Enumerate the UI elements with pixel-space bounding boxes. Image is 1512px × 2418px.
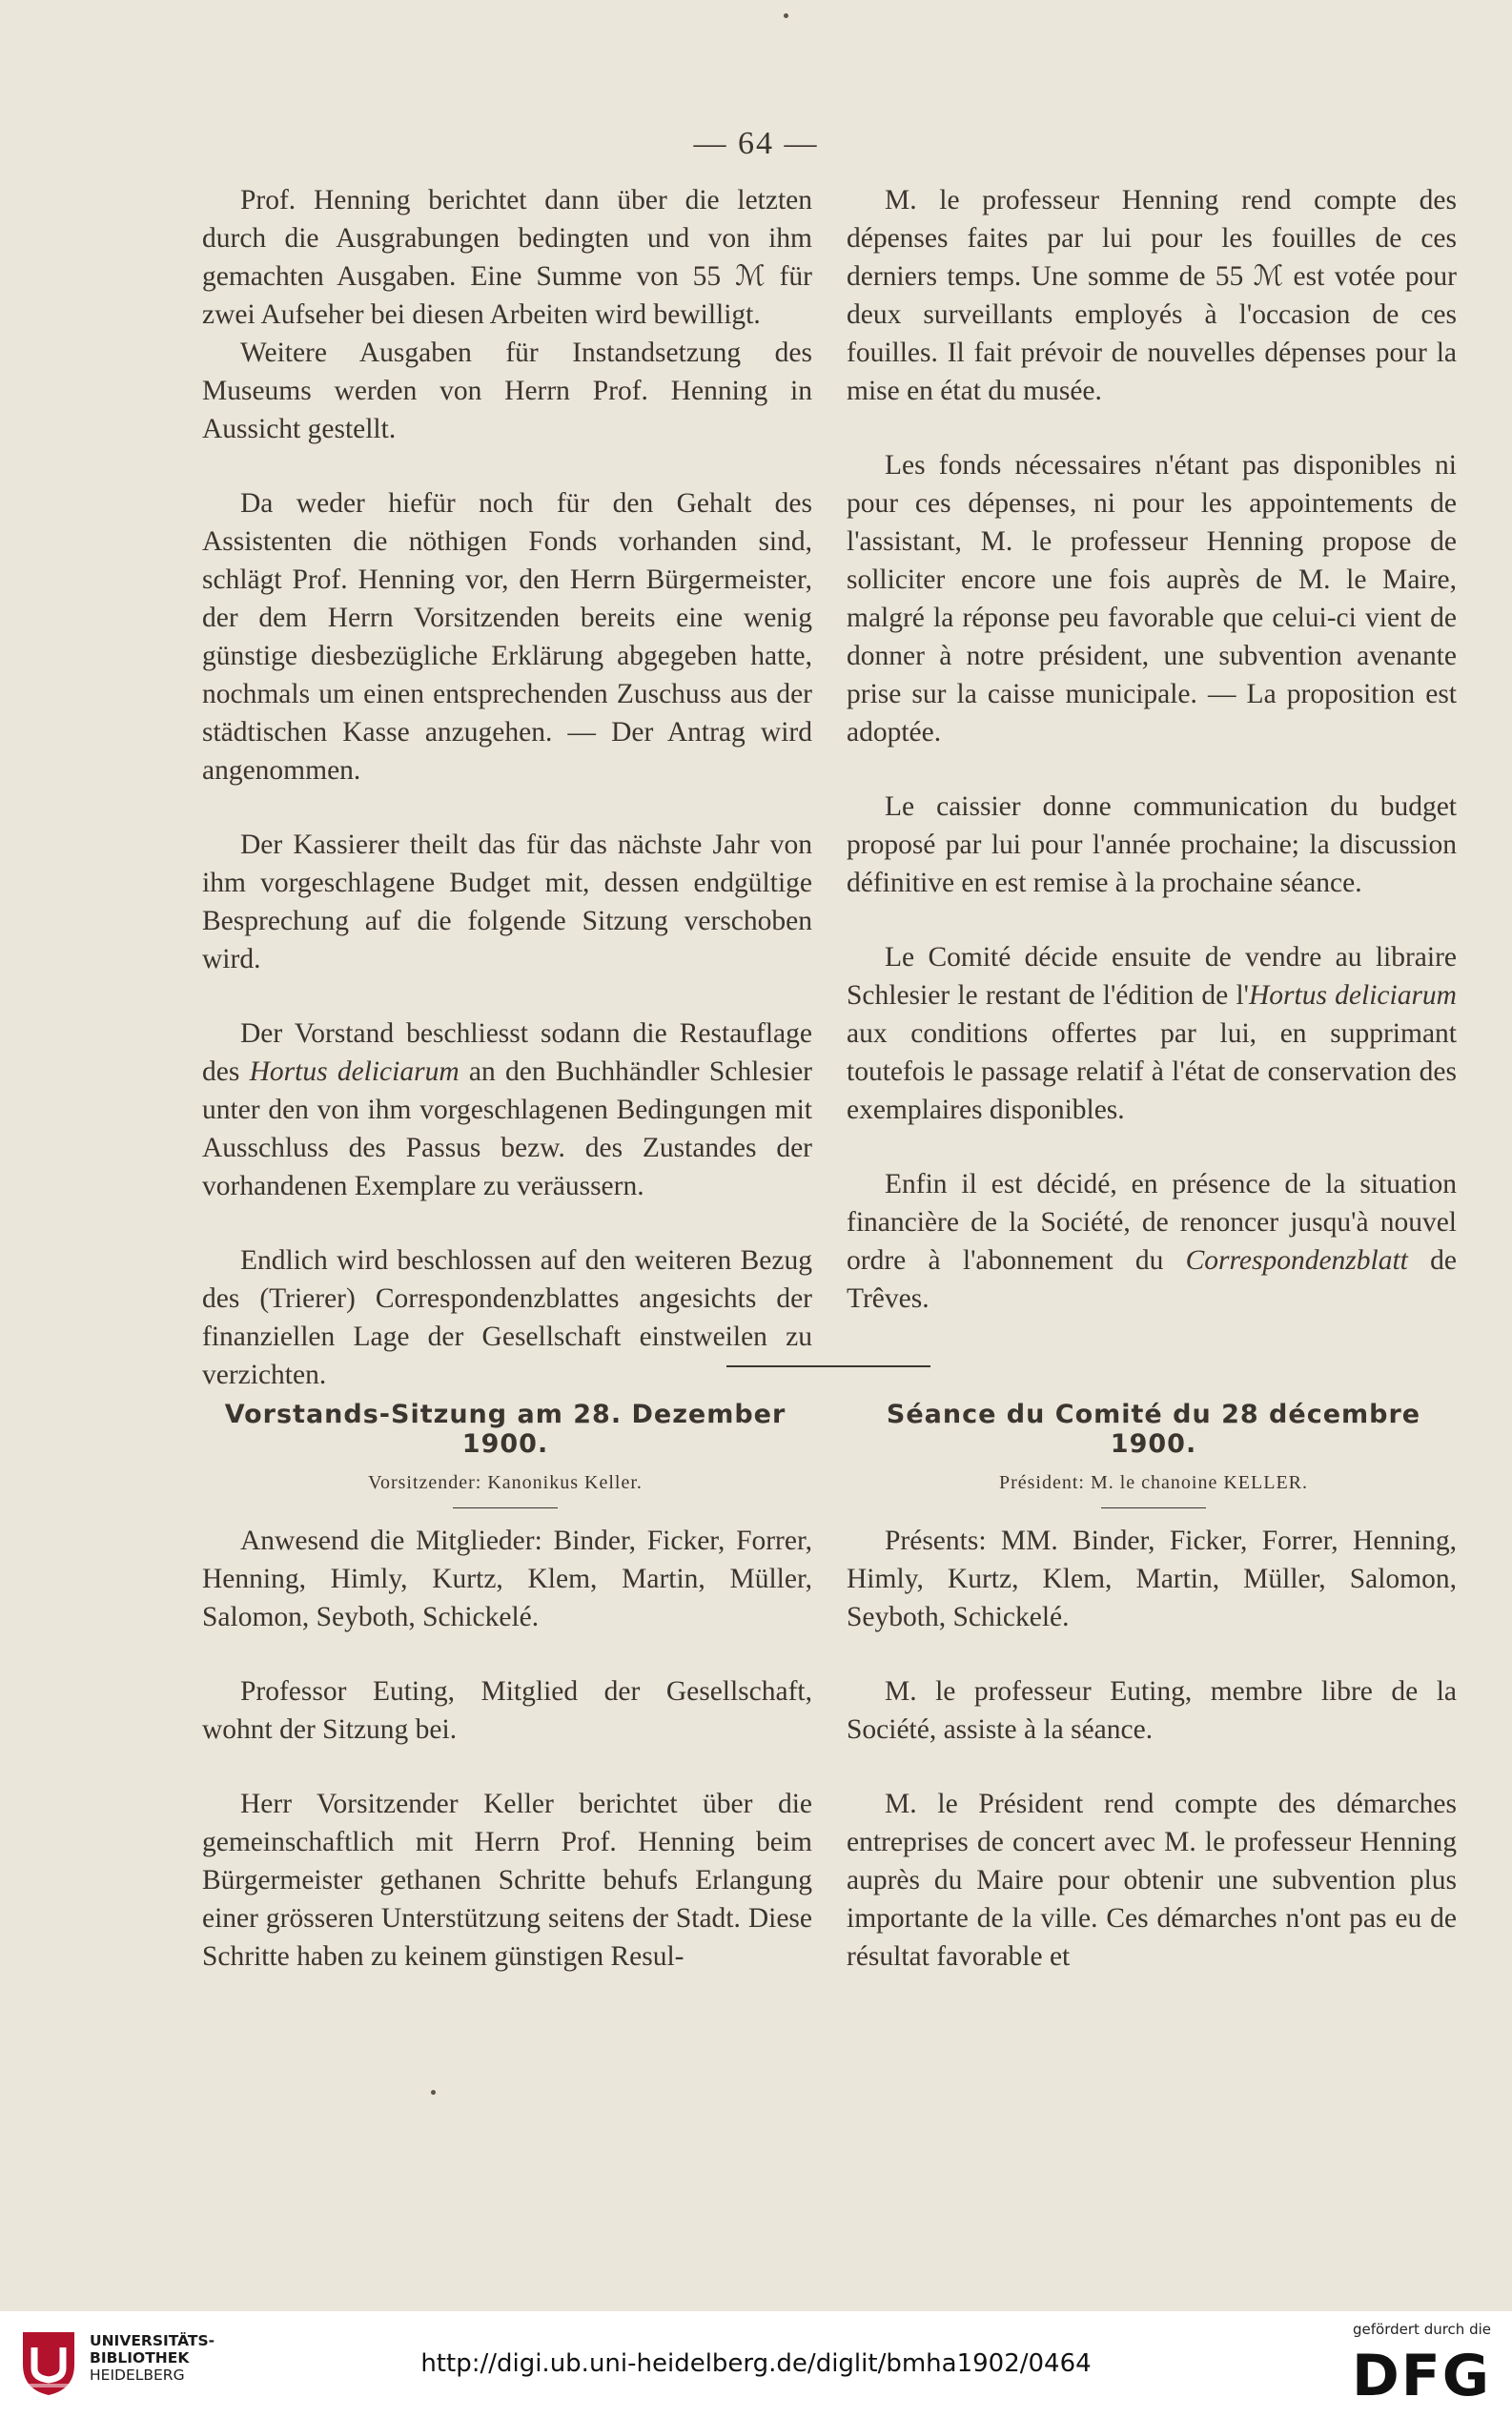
library-name-line: UNIVERSITÄTS-: [90, 2332, 215, 2349]
meeting-title: Séance du Comité du 28 décembre 1900.: [886, 1400, 1421, 1459]
text-run: Enfin il est décidé, en présence de la situation financière de la Société, de renoncer jusqu'à nouvel ordre à l'abonnement du: [847, 1169, 1457, 1276]
book-title: Hortus deliciarum: [249, 1056, 460, 1087]
paragraph: M. le professeur Euting, membre libre de la Société, assiste à la séance.: [847, 1676, 1457, 1745]
meeting-chair: Président: M. le chanoine KELLER.: [998, 1472, 1309, 1493]
paragraph: M. le Président rend compte des démarches entreprises de concert avec M. le professeur Henning auprès du Maire pour obtenir une subvention plus importante de la ville. Ces démarches n'ont pas eu de résultat favorable et: [847, 1789, 1457, 1972]
heading-rule: [1101, 1507, 1206, 1508]
paragraph: [847, 1165, 1457, 1318]
book-title: Hortus deliciarum: [1249, 980, 1457, 1011]
paragraph: Prof. Henning berichtet dann über die letzten durch die Ausgrabungen bedingten und von ihm gemachten Ausgaben. Eine Summe von 55 ℳ für zwei Aufseher bei diesen Arbeiten wird bewilligt.: [202, 185, 812, 330]
meeting-chair: Vorsitzender: Kanonikus Keller.: [368, 1472, 643, 1493]
meeting-heading-french: [839, 1400, 1468, 1508]
text-run: Der Vorstand beschliesst sodann die Restauflage des: [202, 1018, 812, 1087]
paragraph: Endlich wird beschlossen auf den weiteren Bezug des (Trierer) Correspondenzblattes angesichts der finanziellen Lage der Gesellschaft einstweilen zu verzichten.: [202, 1245, 812, 1390]
french-column-bottom: [847, 1522, 1457, 1976]
paragraph: [202, 1014, 812, 1205]
paragraph: Der Kassierer theilt das für das nächste Jahr von ihm vorgeschlagene Budget mit, dessen endgültige Besprechung auf die folgende Sitzung verschoben wird.: [202, 830, 812, 974]
funded-by-label: gefördert durch die: [1353, 2321, 1491, 2338]
german-column-bottom: [202, 1522, 812, 1976]
library-name-line: BIBLIOTHEK: [90, 2349, 190, 2367]
paragraph: Weitere Ausgaben für Instandsetzung des Museums werden von Herrn Prof. Henning in Aussicht gestellt.: [202, 338, 812, 444]
text-run: an den Buchhändler Schlesier unter den von ihm vorgeschlagenen Bedingungen mit Ausschluss des Passus bezw. des Zustandes der vorhandenen Exemplare zu veräussern.: [202, 1056, 812, 1201]
dfg-logo: DFG: [1351, 2343, 1491, 2409]
french-column-top: [847, 181, 1457, 1354]
paragraph: Le caissier donne communication du budget proposé par lui pour l'année prochaine; la discussion définitive en est remise à la prochaine séance.: [847, 791, 1457, 898]
text-run: de Trêves.: [847, 1245, 1457, 1314]
permalink-url[interactable]: http://digi.ub.uni-heidelberg.de/diglit/bmha1902/0464: [420, 2349, 1092, 2378]
meeting-heading-german: [191, 1400, 820, 1508]
paper-speck: [431, 2090, 436, 2095]
paragraph: Herr Vorsitzender Keller berichtet über die gemeinschaftlich mit Herrn Prof. Henning beim Bürgermeister gethanen Schritte behufs Erlangung einer grösseren Unterstützung seitens der Stadt. Diese Schritte haben zu keinem günstigen Resul-: [202, 1789, 812, 1972]
paragraph: Les fonds nécessaires n'étant pas disponibles ni pour ces dépenses, ni pour les appointements de l'assistant, M. le professeur Henning propose de solliciter encore une fois auprès de M. le Maire, malgré la réponse peu favorable que celui-ci vient de donner à notre président, une subvention avenante prise sur la caisse municipale. — La proposition est adoptée.: [847, 450, 1457, 748]
paragraph: Anwesend die Mitglieder: Binder, Ficker, Forrer, Henning, Himly, Kurtz, Klem, Martin, Müller, Salomon, Seyboth, Schickelé.: [202, 1526, 812, 1632]
journal-title: Correspondenzblatt: [1185, 1245, 1408, 1276]
digitization-footer: [0, 2311, 1512, 2418]
paragraph: Da weder hiefür noch für den Gehalt des Assistenten die nöthigen Fonds vorhanden sind, schlägt Prof. Henning vor, den Herrn Bürgermeister, der dem Herrn Vorsitzenden bereits eine wenig günstige diesbezügliche Erklärung abgegeben hatte, nochmals um einen entsprechenden Zuschuss aus der städtischen Kasse anzugehen. — Der Antrag wird angenommen.: [202, 488, 812, 786]
german-column-top: [202, 181, 812, 1430]
paragraph: Présents: MM. Binder, Ficker, Forrer, Henning, Himly, Kurtz, Klem, Martin, Müller, Salomon, Seyboth, Schickelé.: [847, 1526, 1457, 1632]
paragraph: M. le professeur Henning rend compte des dépenses faites par lui pour les fouilles de ces derniers temps. Une somme de 55 ℳ est votée pour deux surveillants employés à l'occasion de ces fouilles. Il fait prévoir de nouvelles dépenses pour la mise en état du musée.: [847, 185, 1457, 406]
text-run: Le Comité décide ensuite de vendre au libraire Schlesier le restant de l'édition de l': [847, 942, 1457, 1011]
text-run: aux conditions offertes par lui, en supprimant toutefois le passage relatif à l'état de conservation des exemplaires disponibles.: [847, 1018, 1457, 1125]
meeting-title: Vorstands-Sitzung am 28. Dezember 1900.: [224, 1400, 787, 1459]
page-number: — 64 —: [693, 126, 819, 161]
library-name-line: HEIDELBERG: [90, 2367, 185, 2384]
paragraph: Professor Euting, Mitglied der Gesellschaft, wohnt der Sitzung bei.: [202, 1676, 812, 1745]
paper-speck: [784, 13, 788, 18]
paragraph: [847, 938, 1457, 1129]
heading-rule: [453, 1507, 558, 1508]
section-divider: [726, 1365, 930, 1367]
